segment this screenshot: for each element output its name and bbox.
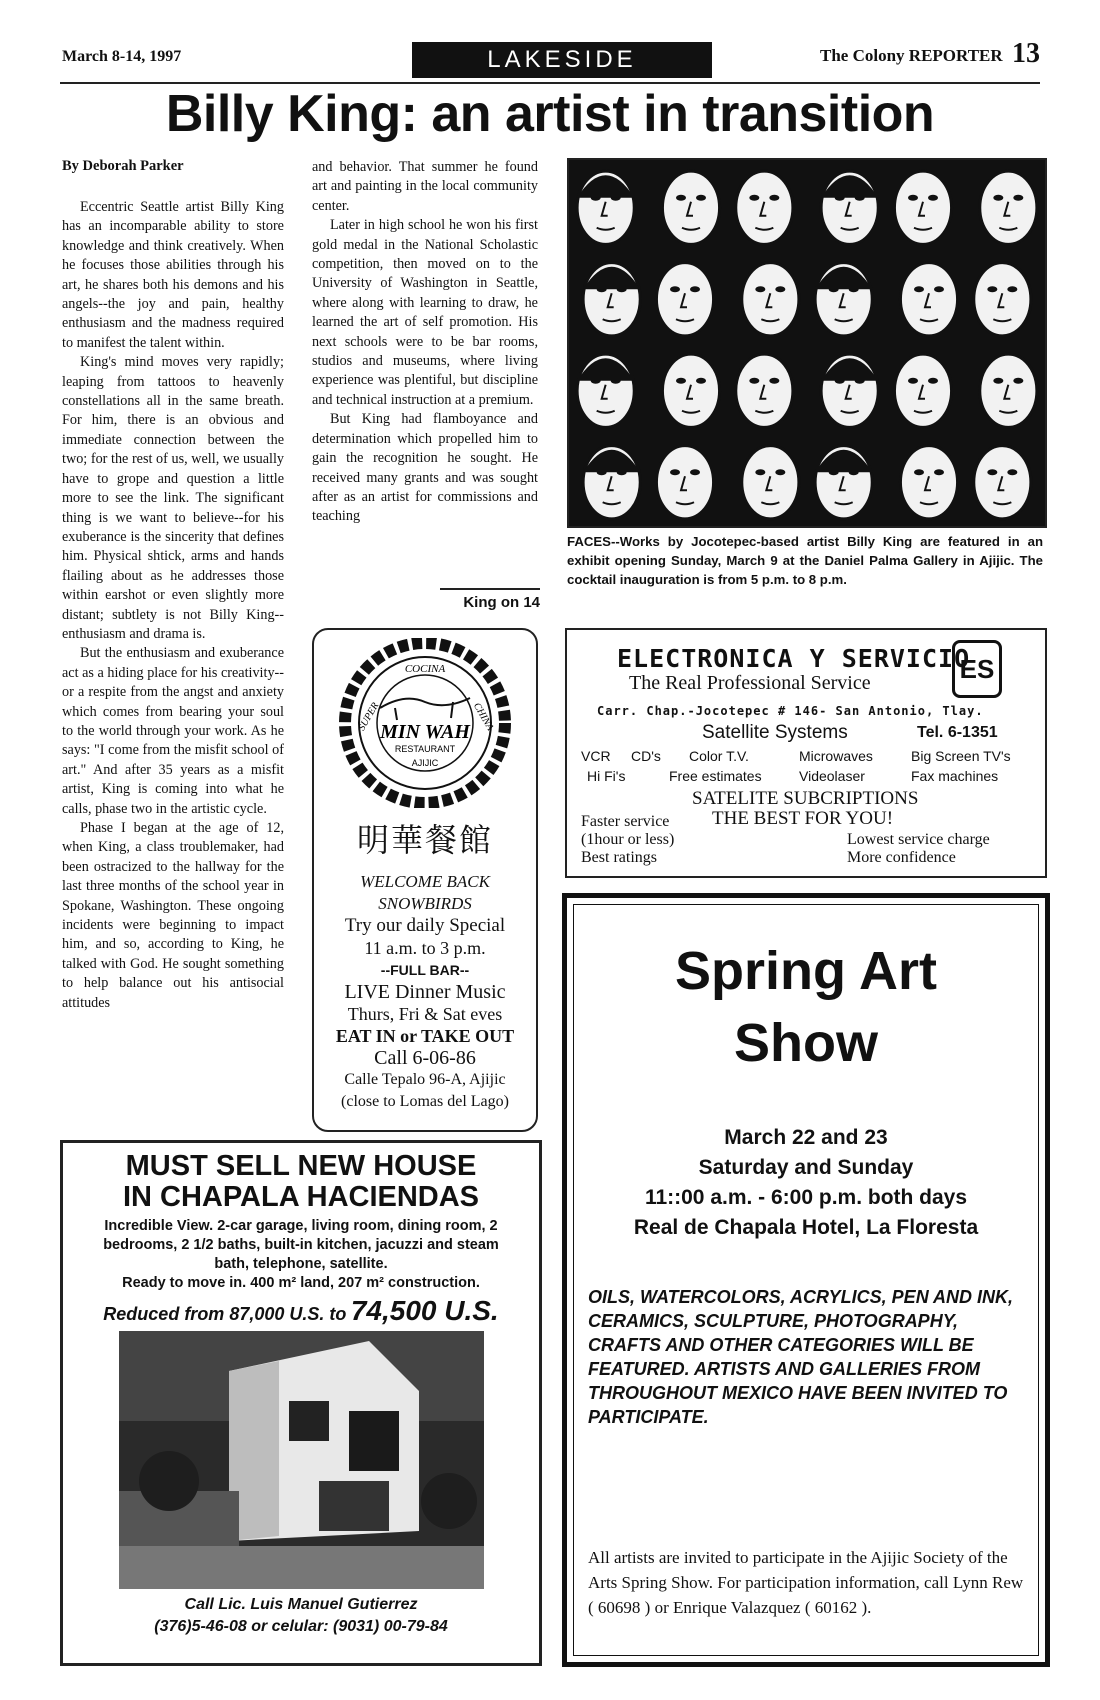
painted-face: [974, 446, 1031, 519]
daily-special: Try our daily Special: [344, 915, 506, 936]
electronics-address: Carr. Chap.-Jocotepec # 146- San Antonio, Tlay.: [597, 704, 984, 718]
spring-time: 11::00 a.m. - 6:00 p.m. both days: [644, 1186, 968, 1209]
painted-face: [980, 354, 1037, 427]
service-item: Color T.V.: [689, 748, 749, 764]
satelite-subscriptions: SATELITE SUBCRIPTIONS: [692, 788, 919, 809]
full-bar: --FULL BAR--: [380, 962, 470, 978]
min-wah-logo: [335, 638, 515, 808]
service-item: Hi Fi's: [587, 768, 626, 784]
spring-days: Saturday and Sunday: [698, 1156, 914, 1179]
painted-face: [662, 354, 719, 427]
electronica-y-servicio-ad: [565, 628, 1047, 878]
welcome-back: WELCOME BACK: [360, 872, 490, 891]
painted-face: [894, 354, 951, 427]
spring-categories: OILS, WATERCOLORS, ACRYLICS, PEN AND INK, CERAMICS, SCULPTURE, PHOTOGRAPHY, CRAFTS AND OTHER CATEGORIES WILL BE FEATURED. ARTISTS AND GALLERIES FROM THROUGHOUT MEXICO HAVE BEEN INVITED TO PARTICIPATE.: [588, 1287, 1014, 1427]
paragraph: Phase I began at the age of 12, when King, a class troublemaker, had been ostracized to the hallway for the last three months of the school year in Spokane, Washington. These ongoing incidents were beginning to impact him, and so, according to King, he talked with God. He sought something to help balance out his antisocial attitudes: [62, 820, 284, 1011]
house-title-1: MUST SELL NEW HOUSE: [125, 1150, 477, 1182]
min-wah-restaurant-ad: [312, 628, 538, 1132]
painted-face: [974, 263, 1031, 336]
byline: By Deborah Parker: [62, 158, 184, 174]
es-logo: ES: [952, 640, 1002, 698]
best-ratings: Best ratings: [581, 849, 657, 866]
service-item: Fax machines: [911, 768, 999, 784]
photo-caption: FACES--Works by Jocotepec-based artist Billy King are featured in an exhibit opening Sunday, March 9 at the Daniel Palma Gallery in Ajijic. The cocktail inauguration is from 5 p.m. to 8 p.m.: [567, 534, 1043, 587]
electronics-title: ELECTRONICA Y SERVICIO: [617, 644, 971, 673]
issue-date: March 8-14, 1997: [62, 48, 182, 65]
eat-in-take-out: EAT IN or TAKE OUT: [335, 1026, 515, 1046]
painted-face: [900, 263, 957, 336]
spring-date: March 22 and 23: [724, 1126, 888, 1149]
logo-china: CHINA: [470, 701, 496, 733]
electronics-tagline: The Real Professional Service: [629, 672, 871, 694]
service-item: VCR: [581, 748, 611, 764]
painted-face: [662, 171, 719, 244]
price-reduced-from: Reduced from 87,000 U.S. to: [103, 1304, 347, 1324]
electronics-phone: Tel. 6-1351: [917, 724, 998, 741]
painted-face: [742, 263, 799, 336]
paragraph: Later in high school he won his first gold medal in the National Scholastic competition, then moved on to the University of Washington in Seattle, where along with learning to draw, he learned the art of self promotion. His next schools were to be bar rooms, studios and museums, where living experience was plentiful, but discipline and technical instruction at a premium.: [312, 217, 538, 408]
service-item: Free estimates: [669, 768, 762, 784]
house-for-sale-ad: [60, 1140, 542, 1666]
painted-face: [736, 354, 793, 427]
logo-ajijic: AJIJIC: [411, 758, 439, 768]
spring-participation-info: All artists are invited to participate in the Ajijic Society of the Arts Spring Show. For participation information, call Lynn Rew ( 60698 ) or Enrique Valazquez ( 60162 ).: [588, 1548, 1024, 1617]
special-hours: 11 a.m. to 3 p.m.: [364, 938, 486, 958]
newspaper-name: The Colony REPORTER: [820, 46, 1003, 65]
house-illustration: [119, 1331, 484, 1589]
house-price: 74,500 U.S.: [350, 1295, 499, 1326]
section-banner: LAKESIDE: [412, 42, 712, 78]
service-item: Big Screen TV's: [911, 748, 1011, 764]
lowest-charge: Lowest service charge: [847, 831, 990, 848]
music-days: Thurs, Fri & Sat eves: [347, 1004, 503, 1024]
painted-face: [656, 446, 713, 519]
paragraph: King's mind moves very rapidly; leaping from tattoos to heavenly constellations all in the same breath. For him, there is an obvious and immediate connection between the two; for the rest of us, well, we usually have to grope and question a little more to see the link. The significant thing is we want to believe--for his exuberance is the sincerity that defines him. Physical shtick, arms and hands flailing about as he addresses those within earshot or even slightly more distant; subtlety is not Billy King--enthusiasm and drama is.: [62, 354, 284, 642]
painted-face: [656, 263, 713, 336]
continued-jump-link[interactable]: King on 14: [440, 588, 540, 611]
spring-art-show-ad: [562, 893, 1050, 1667]
paragraph: and behavior. That summer he found art and painting in the local community center.: [312, 159, 538, 214]
logo-super: SUPER: [356, 700, 382, 733]
one-hour: (1hour or less): [581, 831, 675, 848]
page-number: 13: [1012, 38, 1040, 69]
service-item: Microwaves: [799, 748, 873, 764]
painted-face: [980, 171, 1037, 244]
house-photo: [119, 1331, 484, 1589]
paragraph: But the enthusiasm and exuberance act as a hiding place for his creativity--or a respite from the angst and anxiety which comes from bearing your soul to the world through your work. As he says: "I come from the misfit school of art." And after 35 years as a misfit artist, King is coming into what he calls, phase two in the artistic cycle.: [62, 645, 284, 817]
logo-cocina: COCINA: [404, 663, 446, 675]
house-size: Ready to move in. 400 m² land, 207 m² construction.: [122, 1275, 480, 1291]
headline: Billy King: an artist in transition: [165, 85, 935, 143]
satellite-systems: Satellite Systems: [702, 722, 848, 743]
house-price-line: [63, 1295, 539, 1327]
more-confidence: More confidence: [847, 849, 956, 866]
live-music: LIVE Dinner Music: [344, 981, 506, 1003]
restaurant-phone: Call 6-06-86: [374, 1047, 476, 1069]
service-item: Videolaser: [799, 768, 865, 784]
spring-ad-frame: [573, 904, 1039, 1656]
spring-title-1: Spring Art: [675, 941, 937, 1001]
spring-venue: Real de Chapala Hotel, La Floresta: [633, 1216, 979, 1239]
restaurant-address: Calle Tepalo 96-A, Ajijic: [344, 1071, 506, 1088]
painted-face: [736, 171, 793, 244]
painted-face: [742, 446, 799, 519]
painted-face: [900, 446, 957, 519]
best-for-you: THE BEST FOR YOU!: [712, 808, 894, 829]
paragraph: Eccentric Seattle artist Billy King has an incomparable ability to store knowledge and think creatively. When he focuses those abilities through his art, he shares both his demons and his angels--the joy and pain, healthy enthusiasm and the madness required to manifest the talent within.: [62, 199, 284, 351]
paragraph: But King had flamboyance and determination which propelled him to gain the recognition he sought. He received many grants and was sought after as an artist for commissions and teaching: [312, 411, 538, 525]
faces-artwork-photo: [567, 158, 1047, 528]
house-contact-name: Call Lic. Luis Manuel Gutierrez: [184, 1596, 418, 1613]
restaurant-landmark: (close to Lomas del Lago): [341, 1093, 509, 1110]
painted-face: [894, 171, 951, 244]
logo-min-wah: MIN WAH: [380, 721, 470, 743]
logo-restaurant: RESTAURANT: [394, 744, 456, 754]
house-contact-phones: (376)5-46-08 or celular: (9031) 00-79-84: [154, 1618, 448, 1635]
faces-artwork-illustration: [569, 160, 1045, 526]
snowbirds: SNOWBIRDS: [378, 894, 472, 913]
chinese-name: 明華餐館: [356, 822, 493, 858]
article-column-2: [312, 158, 538, 527]
house-title-2: IN CHAPALA HACIENDAS: [122, 1181, 480, 1213]
faster-service: Faster service: [581, 813, 670, 830]
house-description: Incredible View. 2-car garage, living room, dining room, 2 bedrooms, 2 1/2 baths, built-in kitchen, jacuzzi and steam bath, telephone, satellite.: [103, 1218, 499, 1272]
spring-title-2: Show: [734, 1013, 878, 1073]
service-item: CD's: [631, 748, 661, 764]
article-column-1: [62, 198, 284, 1013]
